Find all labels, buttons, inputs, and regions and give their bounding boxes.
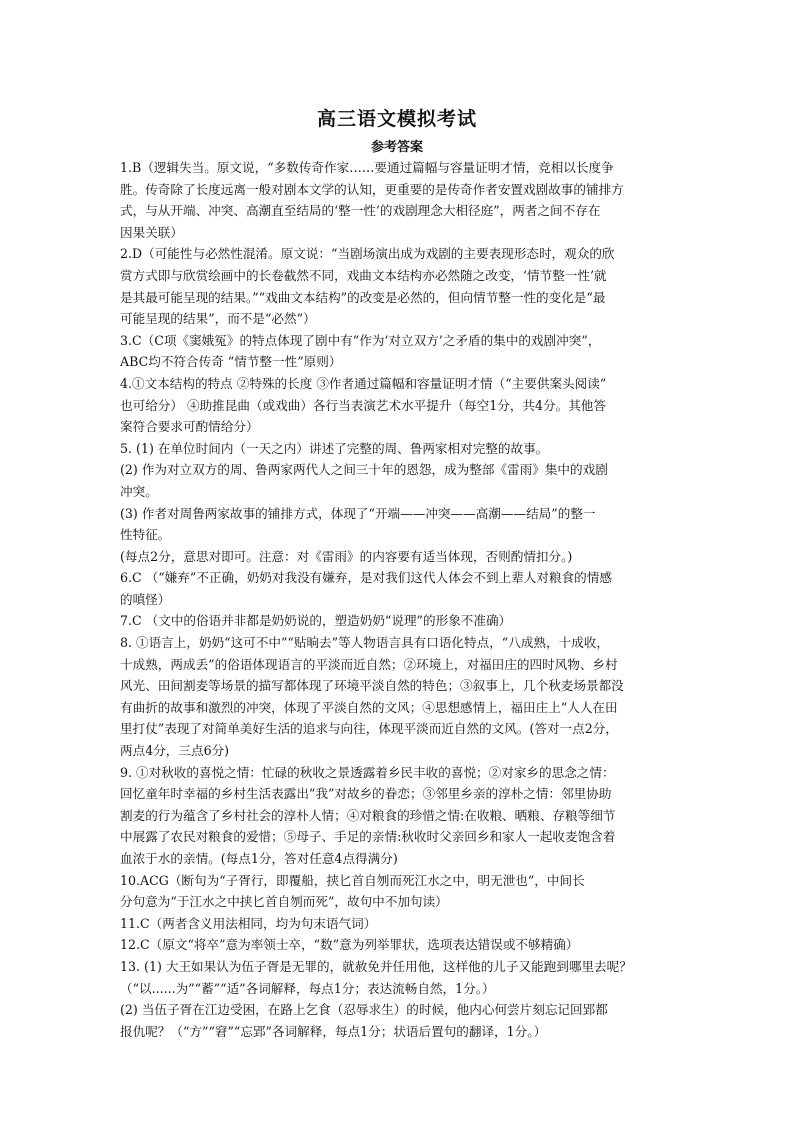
answer-line: 9. ①对秋收的喜悦之情：忙碌的秋收之景透露着乡民丰收的喜悦；②对家乡的思念之情：	[120, 764, 615, 780]
answer-line: 因果关联）	[120, 224, 183, 240]
answer-line: 2.D（可能性与必然性混淆。原文说：“当剧场演出成为戏剧的主要表现形态时，观众的欣	[120, 246, 615, 262]
answer-line: 冲突。	[120, 483, 158, 499]
answer-line: 风光、田间割麦等场景的描写都体现了环境平淡自然的特色；③叙事上，几个秋麦场景都没	[120, 678, 624, 694]
answer-body	[120, 157, 675, 1042]
answer-line: 报仇呢？（“方”“窘”“忘郢”各词解释，每点1分；状语后置句的翻译，1分。）	[120, 1023, 547, 1039]
answer-line: 13. (1) 大王如果认为伍子胥是无罪的，就赦免并任用他，这样他的儿子又能跑到哪里去呢？	[120, 958, 632, 974]
answer-line: 性特征。	[120, 527, 171, 543]
answer-line: 中展露了农民对粮食的爱惜；⑤母子、手足的亲情:秋收时父亲回乡和家人一起收麦饱含着	[120, 829, 616, 845]
answer-line: 赏方式即与欣赏绘画中的长卷截然不同，戏曲文本结构亦必然随之改变，‘情节整一性’就	[120, 267, 607, 283]
answer-line: 血浓于水的亲情。(每点1分，答对任意4点得满分)	[120, 851, 398, 866]
answer-line: 5. (1) 在单位时间内（一天之内）讲述了完整的周、鲁两家相对完整的故事。	[120, 440, 549, 456]
answer-line: （“以......为”“蓄”“适”各词解释，每点1分；表达流畅自然，1分。）	[120, 980, 495, 996]
answer-line: 4.①文本结构的特点 ②特殊的长度 ③作者通过篇幅和容量证明才情（“主要供案头阅读”	[120, 375, 607, 391]
answer-line: (2) 作为对立双方的周、鲁两家两代人之间三十年的恩怨，成为整部《雷雨》集中的戏剧	[120, 462, 608, 478]
answer-line: 可能呈现的结果”，而不是“必然”）	[120, 311, 316, 327]
answer-line: 胜。传奇除了长度远离一般对剧本文学的认知，更重要的是传奇作者安置戏剧故事的铺排方	[120, 181, 624, 197]
answer-line: 10.ACG（断句为“子胥行，即覆船，挟匕首自刎而死江水之中，明无泄也”，中间长	[120, 872, 585, 888]
answer-line: 11.C（两者含义用法相同，均为句末语气词）	[120, 915, 377, 931]
answer-line: 割麦的行为蕴含了乡村社会的淳朴人情；④对粮食的珍惜之情:在收粮、晒粮、存粮等细节	[120, 807, 616, 823]
page-title: 高三语文模拟考试	[316, 108, 477, 130]
answer-line: 12.C（原文“将卒”意为率领士卒，“数”意为列举罪状，选项表达错误或不够精确）	[120, 937, 579, 953]
answer-line: 式，与从开端、冲突、高潮直至结局的‘整一性’的戏剧理念大相径庭”，两者之间不存在	[120, 203, 601, 219]
answer-line: 回忆童年时幸福的乡村生活表露出“我”对故乡的眷恋；③邻里乡亲的淳朴之情：邻里协助	[120, 786, 612, 802]
answer-line: 有曲折的故事和激烈的冲突，体现了平淡自然的文风；④思想感情上，福田庄上“人人在田	[120, 699, 618, 715]
answer-line: 是其最可能呈现的结果。”“戏曲文本结构”的改变是必然的，但向情节整一性的变化是“最	[120, 289, 606, 305]
answer-line: 7.C （文中的俗语并非都是奶奶说的，塑造奶奶“说理”的形象不准确）	[120, 613, 512, 629]
answer-line: (2) 当伍子胥在江边受困，在路上乞食（忍辱求生）的时候，他内心何尝片刻忘记回郢都	[120, 1002, 608, 1018]
answer-line: ABC均不符合传奇 “情节整一性”原则）	[120, 354, 342, 370]
answer-line: 的嗔怪）	[120, 591, 171, 607]
answer-line: 1.B（逻辑失当。原文说，“多数传奇作家……要通过篇幅与容量证明才情，竞相以长度争	[120, 160, 614, 175]
answer-line: 分句意为“于江水之中挟匕首自刎而死”，故句中不加句读）	[120, 894, 448, 910]
answer-line: 6.C （“嫌弃”不正确，奶奶对我没有嫌弃，是对我们这代人体会不到上辈人对粮食的情感	[120, 570, 612, 586]
answer-line: 两点4分，三点6分)	[120, 743, 230, 759]
page-subtitle: 参考答案	[370, 140, 423, 155]
answer-line: 案符合要求可酌情给分）	[120, 419, 259, 435]
answer-line: (每点2分，意思对即可。注意：对《雷雨》的内容要有适当体现，否则酌情扣分。)	[120, 548, 573, 564]
answer-line: 也可给分） ④助推昆曲（或戏曲）各行当表演艺术水平提升（每空1分，共4分。其他答	[120, 397, 606, 413]
answer-line: 十成熟，两成丢”的俗语体现语言的平淡而近自然；②环境上，对福田庄的四时风物、乡村	[120, 656, 618, 672]
answer-line: 3.C（C项《窦娥冤》的特点体现了剧中有“作为‘对立双方’之矛盾的集中的戏剧冲突”，	[120, 332, 601, 348]
answer-line: (3) 作者对周鲁两家故事的铺排方式，体现了“开端——冲突——高潮——结局”的整一	[120, 505, 596, 521]
answer-line: 8. ①语言上，奶奶“这可不中”“贴晌去”等人物语言具有口语化特点，“八成熟，十成收，	[120, 635, 609, 651]
answer-line: 里打仗”表现了对简单美好生活的追求与向往，体现平淡而近自然的文风。(答对一点2分，	[120, 721, 618, 737]
